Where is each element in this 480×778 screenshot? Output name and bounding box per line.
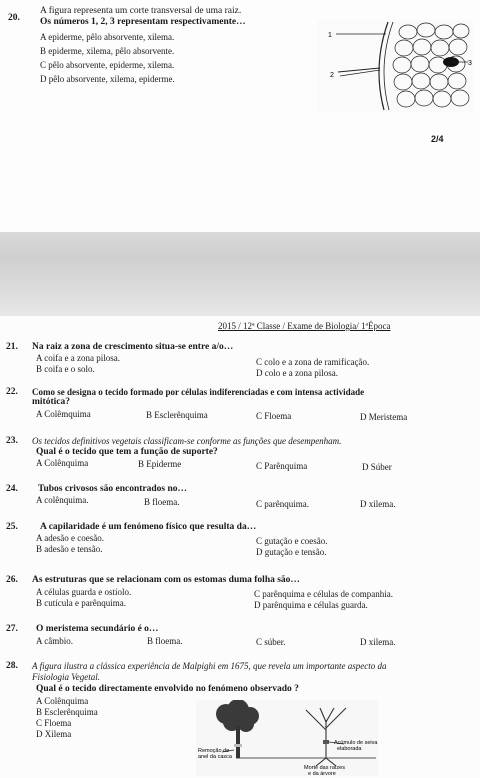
option-d: D gutação e tensão. — [256, 547, 327, 557]
option-c: C colo e a zona de ramificação. — [256, 357, 370, 367]
question-stem-bold: Os números 1, 2, 3 representam respectivamente… — [40, 17, 246, 27]
question-stem: Tubos crivosos são encontrados no… — [38, 484, 188, 494]
question-stem: Os tecidos definitivos vegetais classificam-se conforme as funções que desempenham. — [32, 436, 342, 446]
option-d: D xilema. — [360, 637, 396, 647]
option-d: D parênquima e células guarda. — [254, 600, 368, 610]
question-stem: Na raiz a zona de crescimento situa-se entre a/o… — [32, 342, 234, 352]
option-a: A adesão e coesão. — [36, 533, 104, 543]
option-d: D Meristema — [360, 412, 408, 422]
question-number: 22. — [6, 387, 18, 397]
option-d: D Súber — [362, 462, 392, 472]
option-a: A coifa e a zona pilosa. — [36, 353, 120, 363]
option-b: B floema. — [147, 636, 183, 646]
option-c: C Parênquima — [256, 461, 308, 471]
question-stem: A figura ilustra a clássica experiência de Malpighi em 1675, que revela um importante aspecto da — [32, 661, 387, 671]
label-ring-removal-2: anel da casca — [198, 754, 232, 760]
exam-page-bottom — [0, 316, 480, 778]
option-c: C súber. — [256, 637, 286, 647]
question-stem-bold: Qual é o tecido directamente envolvido no fenómeno observado ? — [36, 684, 299, 694]
option-a: A Colênquima — [36, 696, 89, 706]
option-a: A células guarda e ostíolo. — [36, 587, 132, 597]
question-stem: A capilaridade é um fenómeno físico que resulta da… — [40, 522, 257, 532]
malpighi-experiment-figure — [196, 700, 378, 776]
question-stem: As estruturas que se relacionam com os estomas duma folha são… — [32, 575, 300, 585]
option-d: D xilema. — [360, 499, 396, 509]
option-b: B Esclerênquima — [36, 707, 98, 717]
question-stem: O meristema secundário é o… — [36, 624, 159, 634]
question-number: 26. — [6, 575, 18, 585]
option-b: B Esclerênquima — [146, 410, 208, 420]
option-a: A epiderme, pêlo absorvente, xilema. — [40, 32, 175, 42]
option-b: B epiderme, xilema, pêlo absorvente. — [40, 46, 175, 56]
label-2: 2 — [330, 72, 334, 79]
option-a: A Colênquima — [36, 458, 89, 468]
question-number: 20. — [8, 13, 20, 23]
question-number: 24. — [6, 484, 18, 494]
option-c: C parênquima e células de companhia. — [254, 589, 393, 599]
option-d: D Xilema — [36, 729, 72, 739]
option-b: B floema. — [144, 497, 180, 507]
question-number: 28. — [6, 661, 18, 671]
root-cross-section-figure — [318, 20, 473, 112]
question-stem-cont: mitótica? — [32, 397, 70, 407]
question-stem: A figura representa um corte transversal de uma raiz. — [40, 6, 242, 16]
option-c: C pêlo absorvente, epiderme, xilema. — [40, 60, 175, 70]
option-c: C gutação e coesão. — [256, 536, 328, 546]
option-b: B adesão e tensão. — [36, 544, 103, 554]
option-b: B Epiderme — [138, 459, 182, 469]
option-a: A colênquima. — [36, 495, 89, 505]
label-sap-accumulation-2: elaborada — [337, 746, 362, 752]
exam-page-top — [0, 0, 480, 232]
option-c: C parênquima. — [256, 499, 309, 509]
option-b: B cutícula e parênquima. — [36, 598, 126, 608]
label-root-death: Morte das raízes — [304, 765, 345, 771]
label-sap-accumulation: Acúmulo de seiva — [334, 740, 378, 746]
page-gap — [0, 232, 480, 316]
page-number: 2/4 — [431, 134, 444, 144]
question-number: 21. — [6, 342, 18, 352]
label-1: 1 — [328, 32, 332, 39]
option-c: C Floema — [256, 411, 292, 421]
option-d: D colo e a zona pilosa. — [256, 368, 338, 378]
question-number: 23. — [6, 436, 18, 446]
option-a: A câmbio. — [36, 636, 73, 646]
label-root-death-2: e da árvore — [308, 771, 336, 776]
question-stem-bold: Qual é o tecido que tem a função de suporte? — [36, 447, 218, 457]
page-header: 2015 / 12ª Classe / Exame de Biologia/ 1ªÉpoca — [218, 321, 391, 331]
option-c: C Floema — [36, 718, 72, 728]
question-number: 27. — [6, 624, 18, 634]
label-ring-removal: Remoção de — [198, 748, 230, 754]
option-d: D pêlo absorvente, xilema, epiderme. — [40, 74, 175, 84]
question-stem: Como se designa o tecido formado por células indiferenciadas e com intensa actividade — [32, 387, 365, 397]
option-a: A Colêmquima — [36, 409, 91, 419]
label-3: 3 — [468, 60, 472, 67]
option-b: B coifa e o solo. — [36, 364, 95, 374]
question-stem-cont: Fisiologia Vegetal. — [32, 672, 100, 682]
question-number: 25. — [6, 522, 18, 532]
